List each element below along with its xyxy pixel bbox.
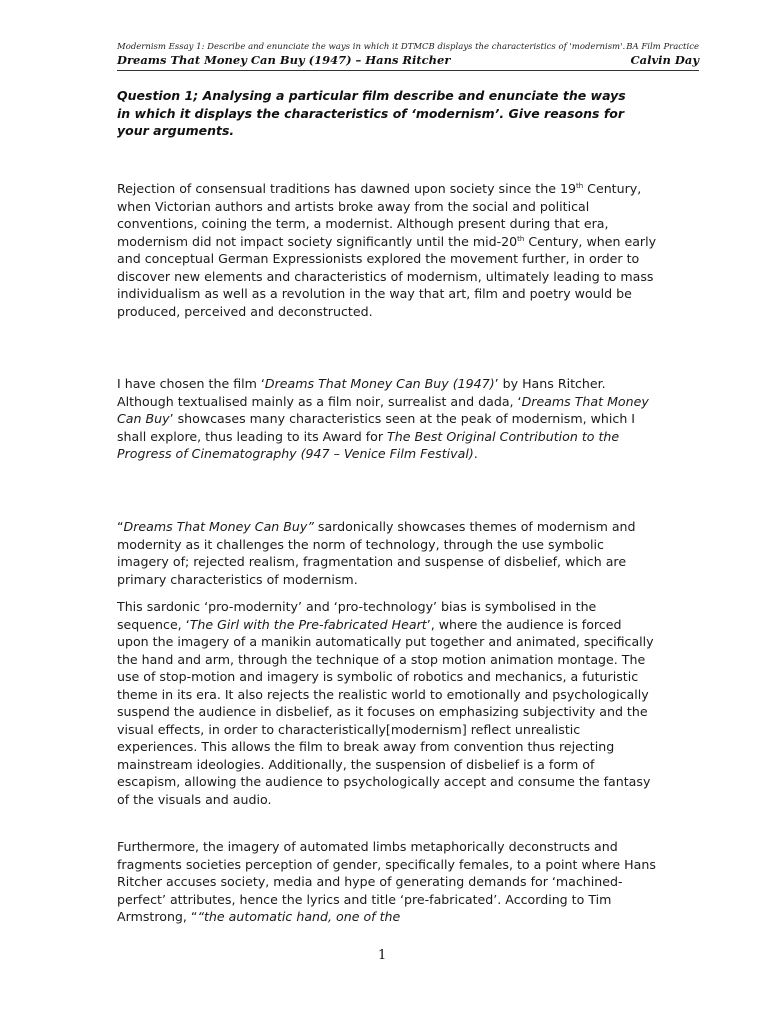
p2-award: The Best Original Contribution to the Progress of Cinematography (947 – Venice Film Festival) [117, 428, 620, 461]
paragraph-2 [117, 375, 657, 463]
p2-film-title-2: Dreams That Money Can Buy [117, 393, 649, 426]
p1-superscript-1: th [575, 181, 584, 190]
p2-film-title: Dreams That Money Can Buy (1947) [264, 376, 495, 391]
paragraph-3 [117, 518, 657, 588]
p1-text-c: Century, when early and conceptual German Expressionists explored the movement further, in order to discover new elements and characteristics of modernism, ultimately leading to mass individualism as well as a revolution in the way that art, film and poetry would be produced, perceived and deconstructed. [117, 233, 657, 319]
page-number: 1 [378, 948, 387, 963]
course-name: BA Film Practice [626, 42, 699, 52]
p1-text-b: Century, when Victorian authors and artists broke away from the social and political conventions, coining the term, a modernist. Although present during that era, modernism did not impact society significantly until the mid-20 [117, 181, 642, 249]
p1-text-a: Rejection of consensual traditions has dawned upon society since the 19 [117, 181, 576, 196]
header-rule [117, 70, 699, 71]
p2-text-c: ’ showcases many characteristics seen at the peak of modernism, which I shall explore, thus leading to its Award for [117, 411, 636, 444]
header-essay-line [117, 42, 699, 52]
question-heading: Question 1; Analysing a particular film describe and enunciate the ways in which it displays the characteristics of ‘modernism’. Give reasons for your arguments. [117, 88, 626, 138]
film-title: Dreams That Money Can Buy (1947) – Hans Ritcher [117, 53, 451, 67]
essay-title: Modernism Essay 1: Describe and enunciate the ways in which it DTMCB displays the characteristics of 'modernism'. [117, 42, 626, 52]
p3-open-quote: “ [117, 519, 124, 534]
p1-superscript-2: th [517, 234, 525, 243]
p2-text-a: I have chosen the film ‘ [117, 376, 265, 391]
p2-text-b: ’ by Hans Ritcher. Although textualised mainly as a film noir, surrealist and dada, ‘ [117, 376, 606, 409]
p3-text-b: sardonically showcases themes of modernism and modernity as it challenges the norm of technology, through the use symbolic imagery of; rejected realism, fragmentation and suspense of disbelief, which are primary characteristics of modernism. [117, 519, 636, 587]
header-film-line [117, 53, 699, 67]
p4-text-a: This sardonic ‘pro-modernity’ and ‘pro-technology’ bias is symbolised in the sequence, ‘ [117, 599, 597, 632]
p5-quote: “the automatic hand, one of the [197, 909, 401, 924]
p2-text-d: . [473, 446, 478, 461]
paragraph-1 [117, 180, 657, 320]
p5-text-a: Furthermore, the imagery of automated limbs metaphorically deconstructs and fragments societies perception of gender, specifically females, to a point where Hans Ritcher accuses society, media and hype of generating demands for ‘machined-perfect’ attributes, hence the lyrics and title ‘pre-fabricated’. According to Tim Armstrong, “ [117, 839, 656, 924]
p4-sequence-title: The Girl with the Pre-fabricated Heart [189, 616, 427, 632]
p4-text-b: ’, where the audience is forced upon the imagery of a manikin automatically put together and animated, specifically the hand and arm, through the technique of a stop motion animation montage. The use of stop-motion and imagery is symbolic of robotics and mechanics, a futuristic theme in its era. It also rejects the realistic world to emotionally and psychologically suspend the audience in disbelief, as it focuses on emphasizing subjectivity and the visual effects, in order to characteristically[modernism] reflect unrealistic experiences. This allows the film to break away from convention thus rejecting mainstream ideologies. Additionally, the suspension of disbelief is a form of escapism, allowing the audience to psychologically accept and consume the fantasy of the visuals and audio. [117, 616, 654, 807]
paragraph-5 [117, 838, 657, 926]
p3-film-title: Dreams That Money Can Buy” [123, 519, 314, 534]
author-name: Calvin Day [630, 53, 699, 67]
paragraph-4 [117, 598, 657, 808]
